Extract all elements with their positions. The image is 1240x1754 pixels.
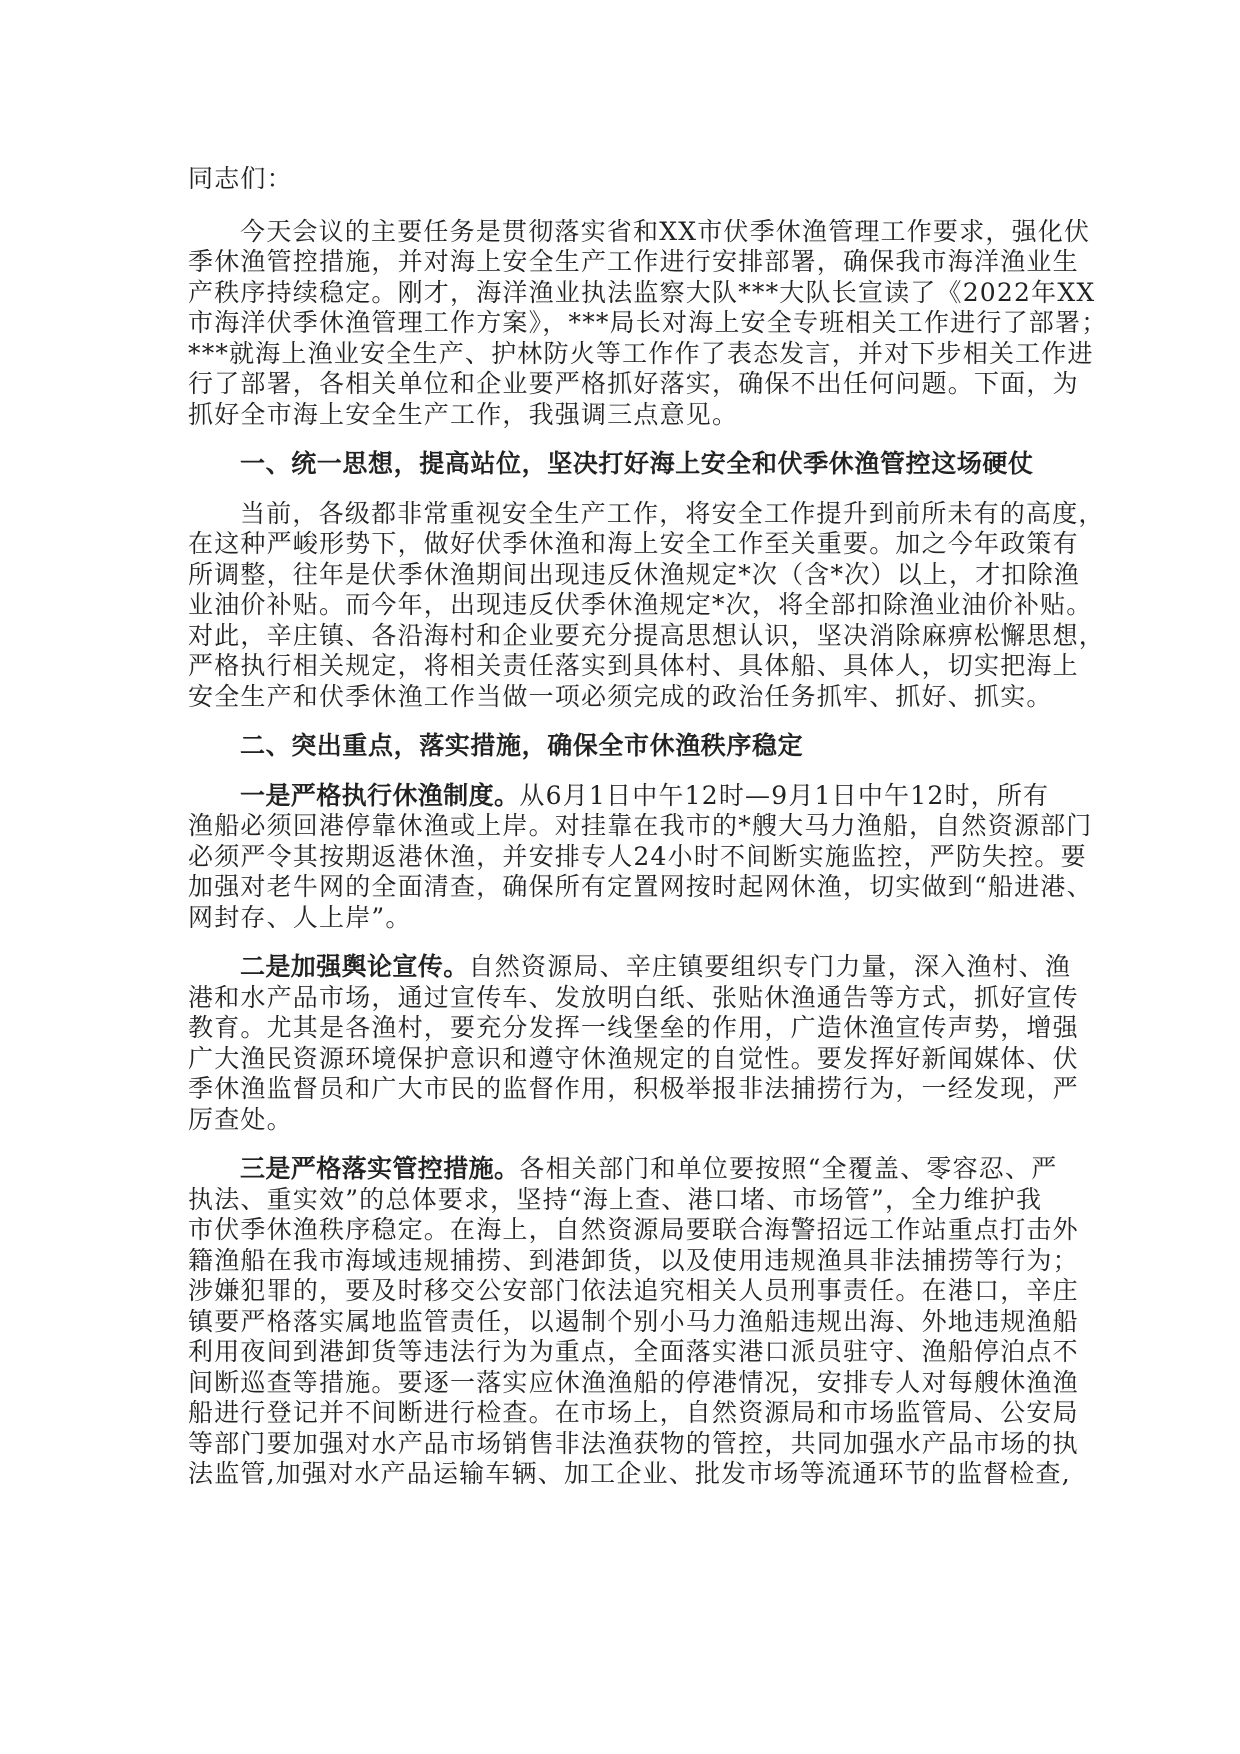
paragraph-line: 在这种严峻形势下，做好伏季休渔和海上安全工作至关重要。加之今年政策有 (188, 529, 1079, 558)
paragraph-line: 市伏季休渔秩序稳定。在海上，自然资源局要联合海警招远工作站重点打击外 (188, 1215, 1079, 1244)
paragraph-line: 船进行登记并不间断进行检查。在市场上，自然资源局和市场监管局、公安局 (188, 1398, 1079, 1427)
paragraph-line (188, 952, 1072, 983)
paragraph-line: 籍渔船在我市海域违规捕捞、到港卸货，以及使用违规渔具非法捕捞等行为； (188, 1245, 1079, 1275)
paragraph-line: 广大渔民资源环境保护意识和遵守休渔规定的自觉性。要发挥好新闻媒体、伏 (188, 1043, 1079, 1073)
paragraph-line: 当前，各级都非常重视安全生产工作，将安全工作提升到前所未有的高度， (240, 498, 1105, 528)
measure-first-line: 各相关部门和单位要按照“全覆盖、零容忍、严 (519, 1154, 1058, 1183)
paragraph-line: 产秩序持续稳定。刚才，海洋渔业执法监察大队***大队长宣读了《2022年XX (188, 277, 1096, 307)
paragraph-line (188, 781, 1058, 812)
paragraph-line: 安全生产和伏季休渔工作当做一项必须完成的政治任务抓牢、抓好、抓实。 (188, 681, 1053, 711)
paragraph-line: 利用夜间到港卸货等违法行为为重点，全面落实港口派员驻守、渔船停泊点不 (188, 1337, 1079, 1366)
section-heading-2 (188, 731, 1058, 762)
measure-first-line: 自然资源局、辛庄镇要组织专门力量，深入渔村、渔 (468, 952, 1072, 981)
paragraph-line: 抓好全市海上安全生产工作，我强调三点意见。 (188, 399, 739, 429)
paragraph-line: 必须严令其按期返港休渔，并安排专人24小时不间断实施监控，严防失控。要 (188, 841, 1087, 871)
measure-paragraph-1 (188, 780, 1093, 934)
paragraph-line: 间断巡查等措施。要逐一落实应休渔渔船的停港情况，安排专人对每艘休渔渔 (188, 1367, 1079, 1397)
document-page (188, 164, 1108, 1509)
paragraph-line: 执法、重实效”的总体要求，坚持“海上查、港口堵、市场管”，全力维护我 (188, 1184, 1043, 1214)
paragraph-line: 市海洋伏季休渔管理工作方案》，***局长对海上安全专班相关工作进行了部署； (188, 308, 1108, 337)
paragraph-line: 厉查处。 (188, 1104, 293, 1134)
paragraph-line: 业油价补贴。而今年，出现违反伏季休渔规定*次，将全部扣除渔业油价补贴。 (188, 590, 1093, 619)
measure-paragraph-3 (188, 1154, 1079, 1490)
paragraph-line: 对此，辛庄镇、各沿海村和企业要充分提高思想认识，坚决消除麻痹松懈思想， (188, 620, 1106, 650)
section1-paragraph (188, 498, 1106, 713)
paragraph-line: 加强对老牛网的全面清查，确保所有定置网按时起网休渔，切实做到“船进港、 (188, 872, 1093, 901)
paragraph-line: 行了部署，各相关单位和企业要严格抓好落实，确保不出任何问题。下面，为 (188, 369, 1079, 398)
heading-text: 一、统一思想，提高站位，坚决打好海上安全和伏季休渔管控这场硬仗 (240, 449, 1034, 478)
measure-paragraph-2 (188, 952, 1079, 1135)
paragraph-line: 法监管,加强对水产品运输车辆、加工企业、批发市场等流通环节的监督检查, (188, 1459, 1071, 1488)
heading-text: 二、突出重点，落实措施，确保全市休渔秩序稳定 (240, 731, 804, 760)
measure-lead: 三是严格落实管控措施。 (240, 1154, 520, 1183)
paragraph-line: 今天会议的主要任务是贯彻落实省和XX市伏季休渔管理工作要求，强化伏 (240, 216, 1091, 246)
paragraph-line: 严格执行相关规定，将相关责任落实到具体村、具体船、具体人，切实把海上 (188, 651, 1079, 680)
salutation-text: 同志们： (188, 164, 293, 193)
paragraph-line (188, 1154, 1058, 1185)
salutation (188, 164, 1058, 195)
paragraph-line: 所调整，往年是伏季休渔期间出现违反休渔规定*次（含*次）以上，才扣除渔 (188, 559, 1081, 589)
paragraph-line: 渔船必须回港停靠休渔或上岸。对挂靠在我市的*艘大马力渔船，自然资源部门 (188, 811, 1093, 840)
paragraph-line: 等部门要加强对水产品市场销售非法渔获物的管控，共同加强水产品市场的执 (188, 1428, 1079, 1458)
paragraph-line: 港和水产品市场，通过宣传车、发放明白纸、张贴休渔通告等方式，抓好宣传 (188, 982, 1079, 1012)
paragraph-line: 网封存、人上岸”。 (188, 902, 412, 932)
section-heading-1 (188, 449, 1058, 480)
measure-lead: 一是严格执行休渔制度。 (240, 780, 520, 810)
measure-first-line: 从6月1日中午12时—9月1日中午12时，所有 (519, 780, 1050, 810)
paragraph-line: ***就海上渔业安全生产、护林防火等工作作了表态发言，并对下步相关工作进 (188, 338, 1094, 368)
paragraph-line: 镇要严格落实属地监管责任，以遏制个别小马力渔船违规出海、外地违规渔船 (188, 1306, 1079, 1336)
paragraph-line: 教育。尤其是各渔村，要充分发挥一线堡垒的作用，广造休渔宣传声势，增强 (188, 1013, 1079, 1042)
paragraph-line: 季休渔监督员和广大市民的监督作用，积极举报非法捕捞行为，一经发现，严 (188, 1074, 1079, 1103)
paragraph-line: 季休渔管控措施，并对海上安全生产工作进行安排部署，确保我市海洋渔业生 (188, 247, 1079, 276)
intro-paragraph (188, 216, 1108, 431)
paragraph-line: 涉嫌犯罪的，要及时移交公安部门依法追究相关人员刑事责任。在港口，辛庄 (188, 1276, 1079, 1305)
measure-lead: 二是加强舆论宣传。 (240, 952, 469, 981)
